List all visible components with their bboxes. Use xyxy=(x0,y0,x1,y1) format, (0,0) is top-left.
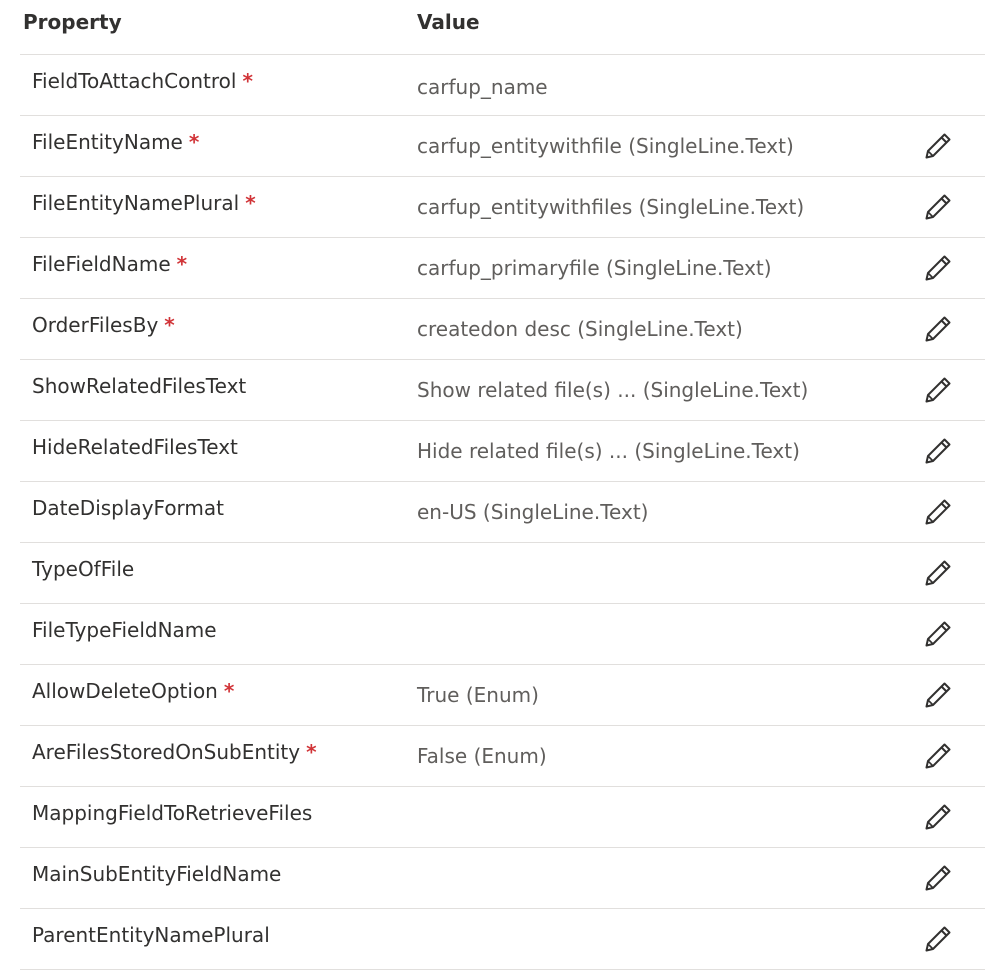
property-name xyxy=(32,618,217,642)
property-name xyxy=(32,435,238,459)
property-label: DateDisplayFormat xyxy=(32,496,225,520)
property-value: False (Enum) xyxy=(417,744,547,768)
pencil-icon xyxy=(922,618,954,650)
property-name xyxy=(32,252,187,276)
pencil-icon xyxy=(922,496,954,528)
property-label: TypeOfFile xyxy=(32,557,135,581)
property-label: FieldToAttachControl xyxy=(32,69,237,93)
property-label: FileTypeFieldName xyxy=(32,618,217,642)
required-marker: * xyxy=(245,191,256,215)
table-row-AllowDeleteOption xyxy=(20,665,985,726)
property-name xyxy=(32,313,175,337)
property-label: AreFilesStoredOnSubEntity xyxy=(32,740,301,764)
value-column-header: Value xyxy=(417,10,480,34)
property-label: AllowDeleteOption xyxy=(32,679,218,703)
table-row-FieldToAttachControl xyxy=(20,55,985,116)
pencil-icon xyxy=(922,435,954,467)
pencil-icon xyxy=(922,191,954,223)
property-name xyxy=(32,923,270,947)
property-name xyxy=(32,801,312,825)
pencil-icon xyxy=(922,801,954,833)
edit-button-ShowRelatedFilesText[interactable] xyxy=(920,372,956,408)
property-name xyxy=(32,130,199,154)
edit-button-AreFilesStoredOnSubEntity[interactable] xyxy=(920,738,956,774)
pencil-icon xyxy=(922,374,954,406)
property-value: carfup_primaryfile (SingleLine.Text) xyxy=(417,256,772,280)
property-value: en-US (SingleLine.Text) xyxy=(417,500,649,524)
pencil-icon xyxy=(922,313,954,345)
property-name xyxy=(32,496,224,520)
table-row-TypeOfFile xyxy=(20,543,985,604)
property-value: Hide related file(s) ... (SingleLine.Text) xyxy=(417,439,800,463)
edit-button-FileEntityNamePlural[interactable] xyxy=(920,189,956,225)
edit-button-TypeOfFile[interactable] xyxy=(920,555,956,591)
edit-button-FileFieldName[interactable] xyxy=(920,250,956,286)
table-header xyxy=(20,0,985,55)
edit-button-FileEntityName[interactable] xyxy=(920,128,956,164)
property-label: ShowRelatedFilesText xyxy=(32,374,247,398)
pencil-icon xyxy=(922,862,954,894)
property-name xyxy=(32,679,234,703)
edit-button-ParentEntityNamePlural[interactable] xyxy=(920,921,956,957)
property-value: carfup_name xyxy=(417,75,548,99)
property-name xyxy=(32,69,253,93)
edit-button-OrderFilesBy[interactable] xyxy=(920,311,956,347)
property-label: MainSubEntityFieldName xyxy=(32,862,282,886)
required-marker: * xyxy=(164,313,175,337)
property-name xyxy=(32,557,134,581)
edit-button-AllowDeleteOption[interactable] xyxy=(920,677,956,713)
property-value: Show related file(s) ... (SingleLine.Text) xyxy=(417,378,809,402)
pencil-icon xyxy=(922,740,954,772)
pencil-icon xyxy=(922,252,954,284)
property-value: carfup_entitywithfile (SingleLine.Text) xyxy=(417,134,794,158)
edit-button-MappingFieldToRetrieveFiles[interactable] xyxy=(920,799,956,835)
table-row-AreFilesStoredOnSubEntity xyxy=(20,726,985,787)
property-label: OrderFilesBy xyxy=(32,313,159,337)
property-label: HideRelatedFilesText xyxy=(32,435,238,459)
edit-button-HideRelatedFilesText[interactable] xyxy=(920,433,956,469)
table-row-HideRelatedFilesText xyxy=(20,421,985,482)
property-name xyxy=(32,191,256,215)
properties-table xyxy=(20,0,985,970)
property-label: FileFieldName xyxy=(32,252,171,276)
pencil-icon xyxy=(922,557,954,589)
edit-button-MainSubEntityFieldName[interactable] xyxy=(920,860,956,896)
edit-button-FileTypeFieldName[interactable] xyxy=(920,616,956,652)
property-name xyxy=(32,862,281,886)
table-row-FileEntityNamePlural xyxy=(20,177,985,238)
pencil-icon xyxy=(922,130,954,162)
table-row-MainSubEntityFieldName xyxy=(20,848,985,909)
property-name xyxy=(32,374,246,398)
property-name xyxy=(32,740,317,764)
property-label: FileEntityNamePlural xyxy=(32,191,240,215)
table-row-FileFieldName xyxy=(20,238,985,299)
property-column-header: Property xyxy=(23,10,122,34)
pencil-icon xyxy=(922,923,954,955)
edit-button-DateDisplayFormat[interactable] xyxy=(920,494,956,530)
required-marker: * xyxy=(176,252,188,276)
required-marker: * xyxy=(306,740,317,764)
required-marker: * xyxy=(223,679,235,703)
table-row-DateDisplayFormat xyxy=(20,482,985,543)
property-label: FileEntityName xyxy=(32,130,183,154)
table-row-FileEntityName xyxy=(20,116,985,177)
property-label: ParentEntityNamePlural xyxy=(32,923,270,947)
required-marker: * xyxy=(242,69,253,93)
table-row-ShowRelatedFilesText xyxy=(20,360,985,421)
required-marker: * xyxy=(188,130,200,154)
property-value: True (Enum) xyxy=(417,683,539,707)
table-row-ParentEntityNamePlural xyxy=(20,909,985,970)
table-row-FileTypeFieldName xyxy=(20,604,985,665)
property-value: createdon desc (SingleLine.Text) xyxy=(417,317,743,341)
table-row-OrderFilesBy xyxy=(20,299,985,360)
table-row-MappingFieldToRetrieveFiles xyxy=(20,787,985,848)
pencil-icon xyxy=(922,679,954,711)
property-label: MappingFieldToRetrieveFiles xyxy=(32,801,313,825)
table-body xyxy=(20,55,985,970)
property-value: carfup_entitywithfiles (SingleLine.Text) xyxy=(417,195,805,219)
